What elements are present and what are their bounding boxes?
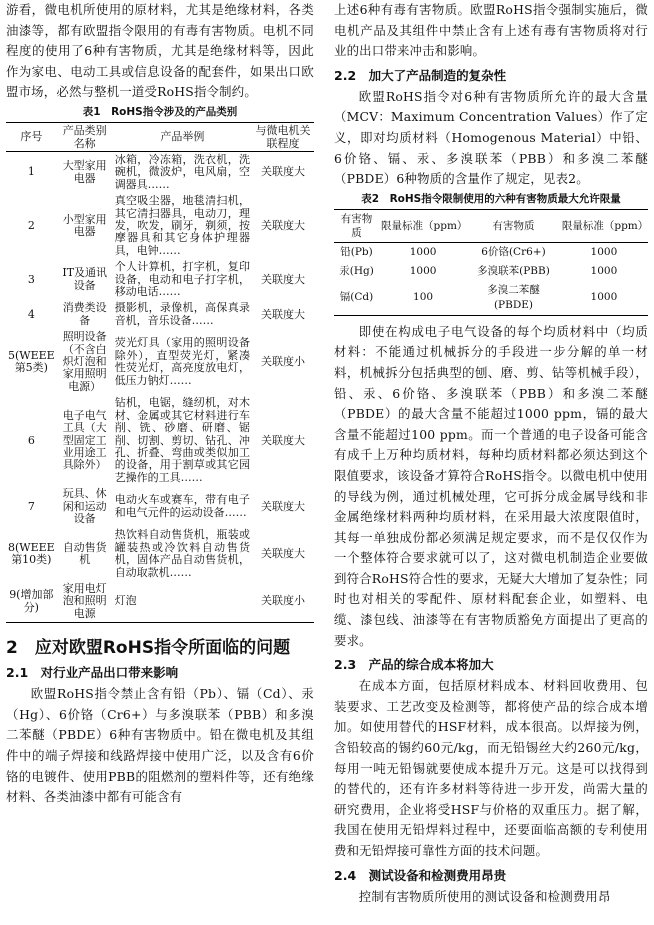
section-2-2-title: 2.2 加大了产品制造的复杂性 [334, 67, 507, 83]
table-cell: 1000 [590, 264, 618, 277]
table1 [6, 122, 314, 623]
table-cell: 钻机，电锯，缝纫机，对木材、金属或其它材料进行车削、铣、砂磨、研磨、锯削、切割、剪切、钻孔、冲孔、折叠、弯曲或类似加工的设备，用于割草或其它园艺操作的工具…… [114, 396, 250, 484]
table2 [334, 209, 648, 316]
table-cell: 6价铬(Cr6+) [481, 245, 546, 258]
table-row [6, 300, 314, 329]
table-cell: 小型家用电器 [62, 212, 107, 239]
table-cell: 关联度大 [261, 433, 305, 447]
table-cell: 个人计算机，打字机，复印设备，电动和电子打字机，移动电话…… [114, 260, 250, 299]
table-cell: 9(增加部分) [9, 588, 54, 614]
table-row [6, 259, 314, 300]
table-cell: 灯泡 [114, 594, 137, 608]
table-cell: 关联度大 [261, 307, 305, 321]
table-cell: 电子电气工具（大型固定工业用途工具除外） [62, 408, 107, 472]
table-cell: 摄影机，录像机，高保真录音机，音乐设备…… [114, 301, 250, 327]
table-cell: 关联度大 [261, 499, 305, 513]
table-cell: 冰箱，冷冻箱，洗衣机，洗碗机，微波炉，电风扇，空调器具…… [114, 152, 250, 191]
right-column [334, 0, 648, 907]
table-cell: 关联度小 [261, 594, 305, 608]
table-cell: 关联度大 [261, 219, 305, 232]
table-row [6, 329, 314, 395]
table2-caption: 表2 RoHS指令限制使用的六种有害物质最大允许限量 [361, 192, 621, 205]
table-cell: 100 [413, 291, 434, 304]
table-row [6, 527, 314, 581]
section-2-2-text: 欧盟RoHS指令对6种有害物质所允许的最大含量（MCV：Maximum Concentration Values）作了定义，即对均质材料（Homogenous Material）中铅、6价铬、镉、汞、多溴联苯（PBB）和多溴二苯醚（PBDE）6种物质的含量作了规定，见表2。 [334, 88, 648, 187]
table-cell: 1000 [409, 245, 437, 258]
table-cell: 荧光灯具（家用的照明设备除外），直型荧光灯，紧凑性荧光灯，高亮度放电灯，低压力钠灯…… [114, 336, 250, 387]
section-2-1-title: 2.1 对行业产品出口带来影响 [6, 665, 179, 681]
table-cell: 7 [27, 499, 35, 513]
table-row [6, 151, 314, 193]
table-header-cell: 有害物质 [334, 209, 379, 242]
table-row [334, 242, 648, 262]
table-cell: 热饮料自动售货机，瓶装或罐装热或冷饮料自动售货机，固体产品自动售货机，自动取款机…… [114, 528, 250, 579]
table-cell: 1000 [409, 264, 437, 277]
table-header-cell: 限量标准（ppm） [560, 209, 648, 242]
table-cell: 2 [27, 219, 35, 232]
table-cell: 照明设备（不含白炽灯泡和家用照明电源） [62, 330, 107, 393]
table1-caption: 表1 RoHS指令涉及的产品类别 [82, 105, 238, 118]
table-cell: 自动售货机 [62, 540, 107, 567]
section-2-4-title: 2.4 测试设备和检测费用昂贵 [334, 867, 507, 883]
section-2-2-text-2: 即使在构成电子电气设备的每个均质材料中（均质材料：不能通过机械拆分的手段进一步分解的单一材料，机械拆分包括典型的刨、磨、剪、钻等机械手段），铅、汞、6价铬、多溴联苯（PBB）和多溴二苯醚（PBDE）的最大含量不能超过1000 ppm，镉的最大含量不能超过100 ppm。而一个普通的电子设备可能含有成千上万种均质材料，每种均质材料都必须达到这个限值要求，该设备才算符合RoHS指令。以微电机中使用的导线为例，通过机械处理，它可拆分成金属导线和非金属绝缘材料两种均质材料，在采用最大浓度限值时，其每一单独成份都必须满足规定要求，而不是仅仅作为一个整体符合要求就可以了，这对微电机制造企业要做到符合RoHS符合性的要求，无疑大大增加了复杂性；同时也对相关的零配件、原材料配套企业，如塑料、电缆、漆包线、油漆等在有害物质豁免方面提出了更高的要求。 [334, 323, 648, 648]
table-cell: 关联度大 [261, 272, 305, 286]
table-row [334, 262, 648, 281]
table-header-cell: 产品举例 [113, 122, 252, 151]
table-cell: 家用电灯泡和照明电源 [62, 581, 107, 620]
table1-body [6, 151, 314, 622]
section-2-4-text: 控制有害物质所使用的测试设备和检测费用昂 [358, 888, 611, 904]
section-2-3-title: 2.3 产品的综合成本将加大 [334, 657, 494, 673]
table-cell: 1 [27, 165, 35, 179]
table-cell: IT及通讯设备 [62, 266, 108, 292]
table-row [6, 395, 314, 486]
continued-paragraph: 上述6种有毒有害物质。欧盟RoHS指令强制实施后，微电机产品及其组件中禁止含有上述有毒有害物质将对行业的出口带来冲击和影响。 [334, 2, 648, 59]
section-2-title: 2 应对欧盟RoHS指令所面临的问题 [6, 638, 291, 659]
table-row [6, 486, 314, 527]
table-header-cell: 产品类别名称 [57, 122, 113, 151]
table-cell: 镉(Cd) [339, 291, 374, 304]
table-header-cell: 有害物质 [467, 209, 560, 242]
table-row [6, 193, 314, 259]
table-cell: 关联度大 [261, 546, 305, 560]
table-cell: 关联度大 [261, 165, 305, 179]
table-cell: 8(WEEE第10类) [8, 540, 55, 567]
section-2-3-text: 在成本方面，包括原材料成本、材料回收费用、包装要求、工艺改变及检测等，都将使产品的综合成本增加。如使用替代的HSF材料，成本很高。以焊接为例，含铅较高的锡约60元/kg，而无铅锡丝大约260元/kg，每用一吨无铅锡就要使成本提升万元。这是可以找得到的替代的，还有许多材料等待进一步开发，尚需大量的研究费用，企业将受HSF与价格的双重压力。据了解，我国在使用无铅焊料过程中，还要面临高额的专利使用费和无铅焊接可靠性方面的技术问题。 [334, 678, 648, 858]
left-column [6, 0, 314, 808]
table-cell: 关联度小 [261, 355, 305, 369]
table-cell: 消费类设备 [62, 301, 107, 327]
table2-header-row [334, 209, 648, 242]
table-header-cell: 限量标准（ppm） [379, 209, 467, 242]
table2-body [334, 242, 648, 315]
table-cell: 大型家用电器 [62, 159, 107, 185]
table-cell: 1000 [590, 291, 618, 304]
table-cell: 玩具、休闲和运动设备 [62, 487, 107, 525]
intro-paragraph: 游看，微电机所使用的原材料，尤其是绝缘材料，各类油漆等，都有欧盟指令限用的有毒有害物质。电机不同程度的使用了6种有害物质，尤其是绝缘材料等，因此作为家电、电动工具或信息设备的配套件，如果出口欧盟市场，必然与整机一道受RoHS指令制约。 [6, 2, 314, 100]
table-cell: 铅(Pb) [340, 245, 373, 258]
table-cell: 电动火车或赛车，带有电子和电气元件的运动设备…… [114, 493, 250, 519]
table-cell: 多溴联苯(PBB) [477, 264, 550, 277]
table-cell: 5(WEEE第5类) [8, 348, 55, 375]
table-row [6, 581, 314, 623]
table-cell: 6 [27, 433, 35, 447]
table-cell: 汞(Hg) [339, 264, 374, 277]
table-header-cell: 序号 [6, 122, 57, 151]
table-cell: 3 [27, 272, 35, 286]
table-header-cell: 与微电机关联程度 [252, 122, 314, 151]
table-cell: 真空吸尘器，地毯清扫机，其它清扫器具，电动刀，理发，吹发，刷牙，剃须，按摩器具和其它身体护理器具，电钟…… [114, 194, 250, 257]
table-cell: 多溴二苯醚(PBDE) [487, 283, 540, 311]
table1-header-row [6, 122, 314, 151]
table-cell: 4 [27, 307, 35, 321]
table-cell: 1000 [590, 245, 618, 258]
table-row [334, 281, 648, 316]
section-2-1-text: 欧盟RoHS指令禁止含有铅（Pb）、镉（Cd）、汞（Hg）、6价铬（Cr6+）与多溴联苯（PBB）和多溴二苯醚（PBDE）6种有害物质中。铅在微电机及其组件中的端子焊接和线路焊接中使用广泛，以及含有6价铬的电镀件、使用PBB的阻燃剂的塑料件等，还有绝缘材料、各类油漆中都有可能含有 [6, 686, 314, 805]
